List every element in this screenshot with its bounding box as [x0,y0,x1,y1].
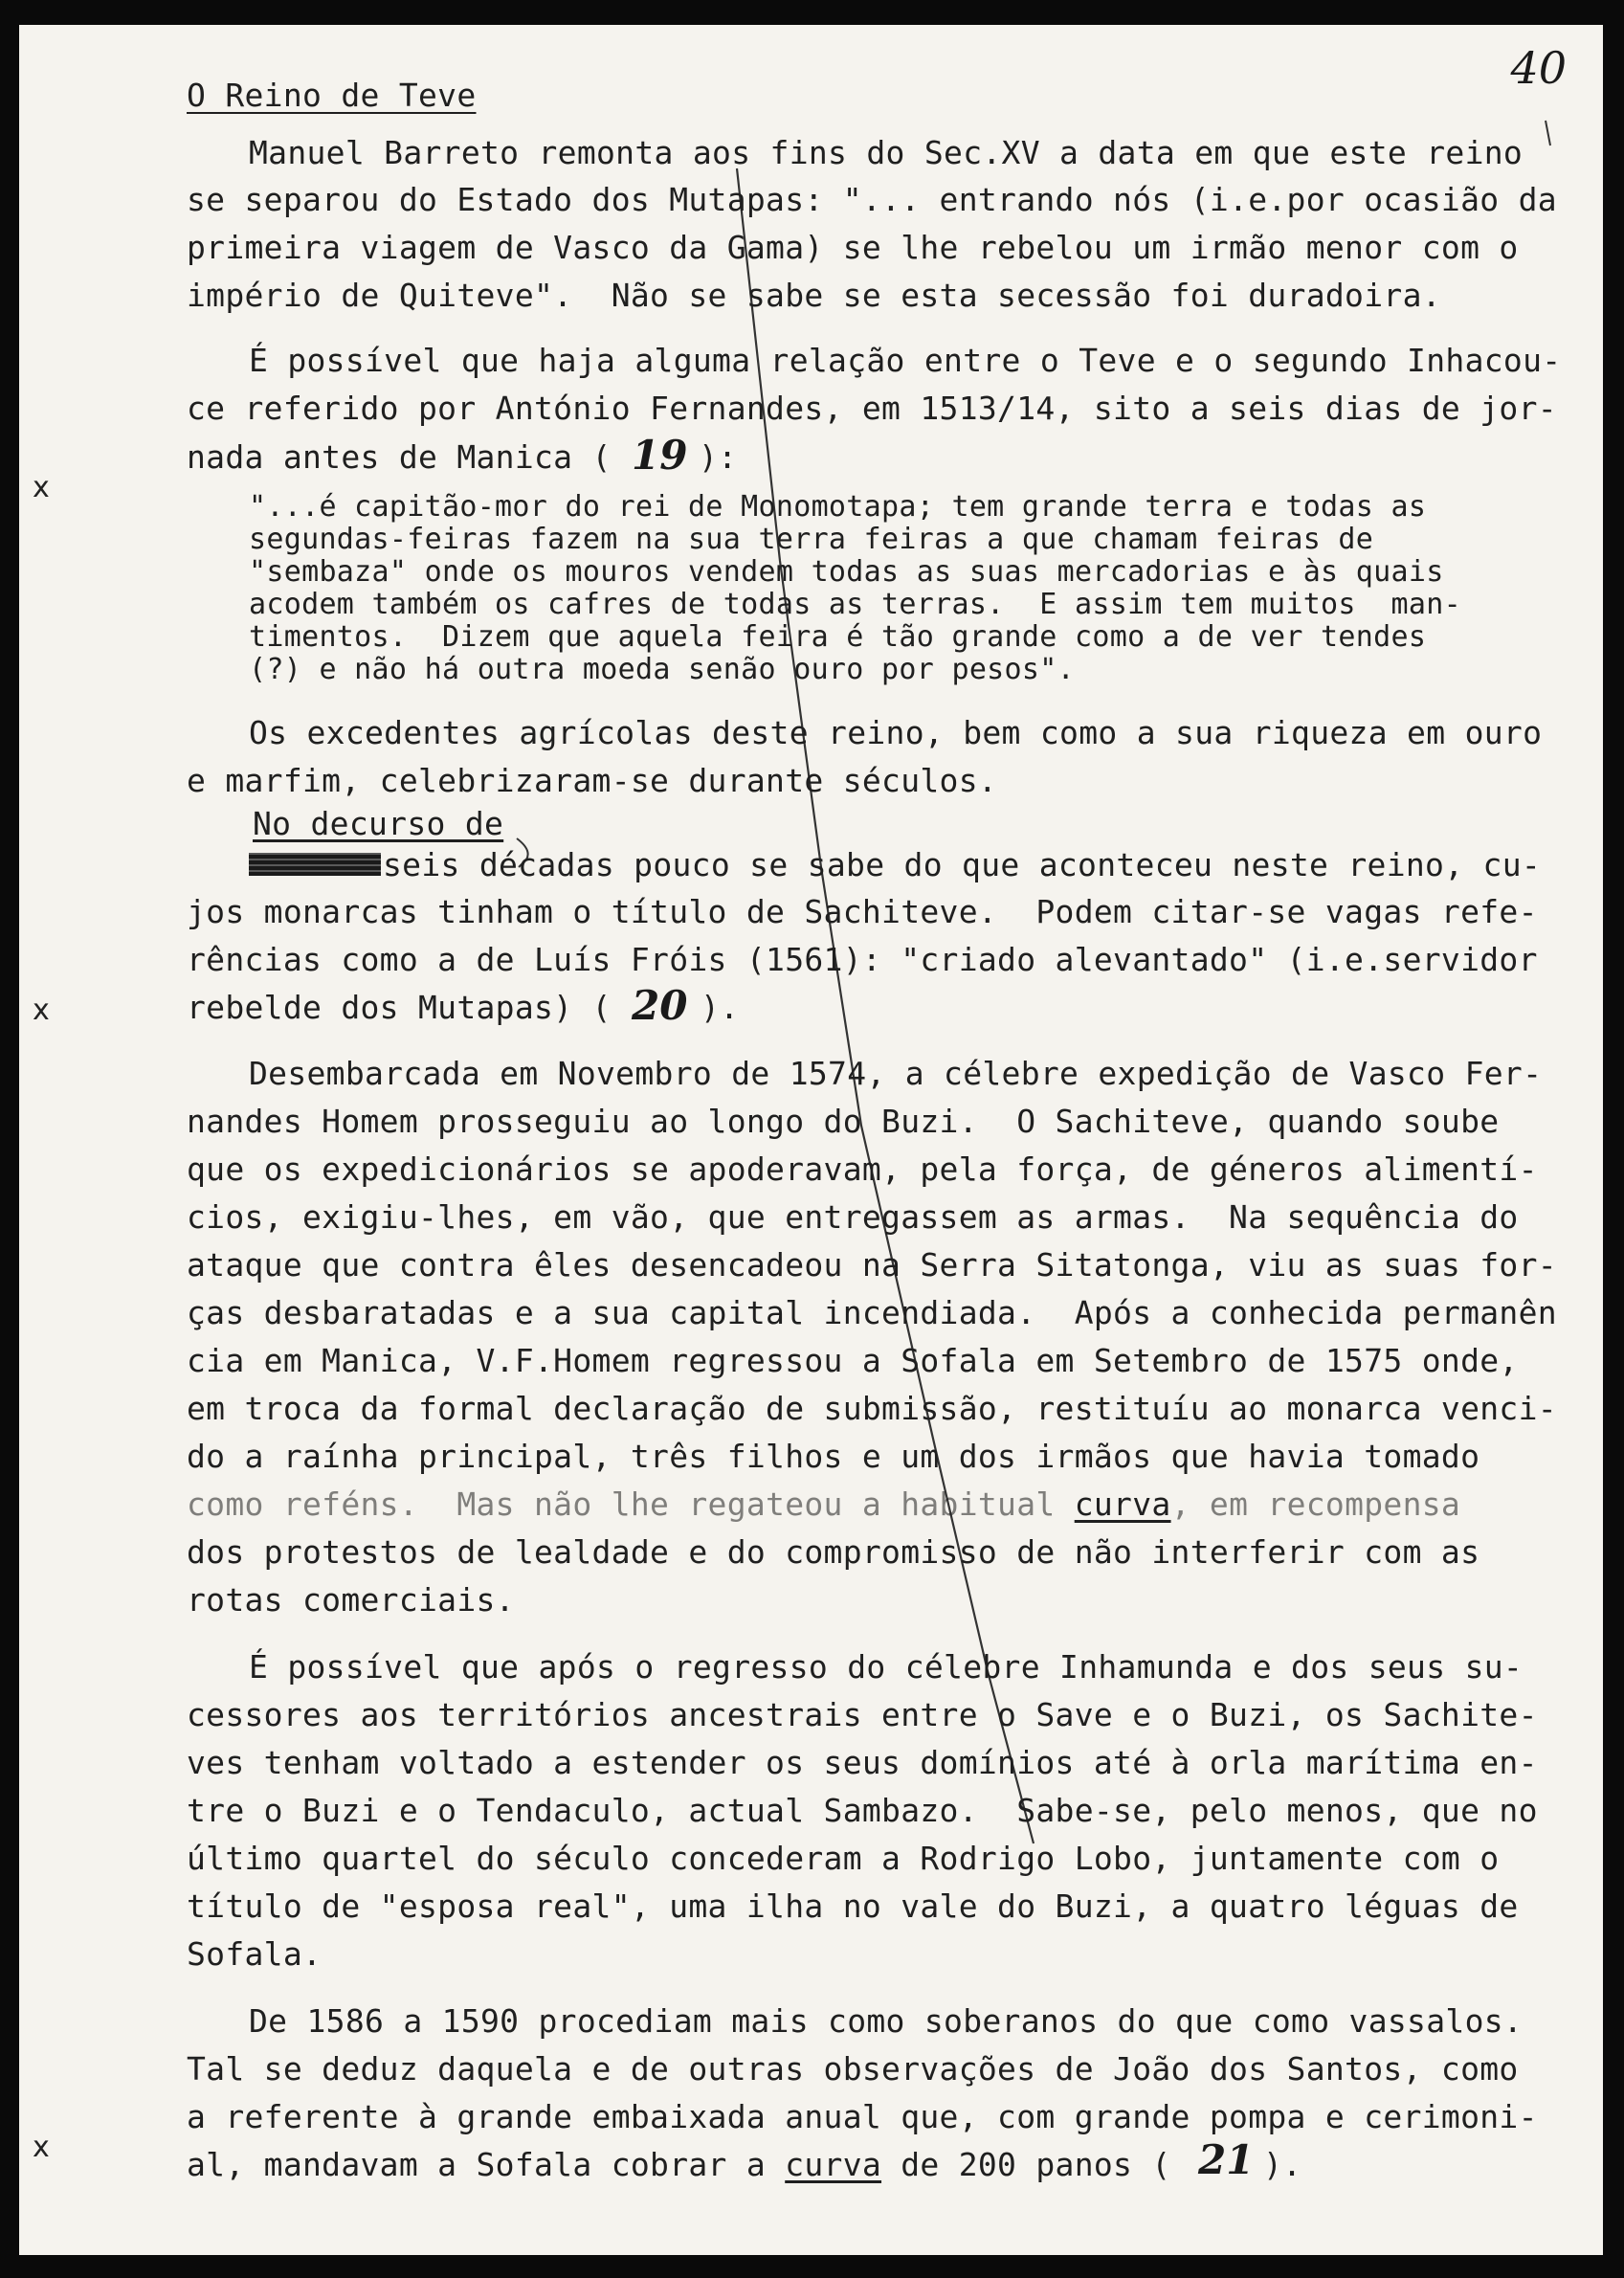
quote-line: segundas-feiras fazem na sua terra feiras a que chamam feiras de [249,523,1374,556]
pencil-page-tick [1546,121,1550,145]
para5-line: do a raínha principal, três filhos e um dos irmãos que havia tomado [187,1438,1480,1475]
para5-line: cia em Manica, V.F.Homem regressou a Sofala em Setembro de 1575 onde, [187,1342,1519,1379]
para6-line: último quartel do século concederam a Rodrigo Lobo, juntamente com o [187,1840,1500,1877]
para2-line: nada antes de Manica ( [187,438,612,476]
para1-line: se separou do Estado dos Mutapas: "... entrando nós (i.e.por ocasião da [187,181,1557,218]
para5-line: em troca da formal declaração de submissão, restituíu ao monarca venci- [187,1390,1557,1427]
para6-line: É possível que após o regresso do célebre Inhamunda e dos seus su- [249,1648,1524,1686]
faded-text: como reféns. Mas não lhe regateou a habitual [187,1485,1075,1523]
para1-line: Manuel Barreto remonta aos fins do Sec.XV a data em que este reino [249,134,1524,171]
para1-line: império de Quiteve". Não se sabe se esta secessão foi duradoira. [187,277,1441,314]
para7-line: a referente à grande embaixada anual que, com grande pompa e cerimoni- [187,2098,1538,2135]
handwritten-insertion: No decurso de [253,805,504,842]
para6-line: Sofala. [187,1935,323,1973]
para7-line: Tal se deduz daquela e de outras observações de João dos Santos, como [187,2050,1519,2088]
margin-mark: x [33,2131,50,2164]
para4-line: rências como a de Luís Fróis (1561): "criado alevantado" (i.e.servidor [187,941,1538,978]
para5-line: cios, exigiu-lhes, em vão, que entregassem as armas. Na sequência do [187,1198,1519,1236]
para6-line: ves tenham voltado a estender os seus domínios até à orla marítima en- [187,1744,1538,1781]
para4-line: jos monarcas tinham o título de Sachiteve. Podem citar-se vagas refe- [187,893,1538,930]
quote-line: acodem também os cafres de todas as terras. E assim tem muitos man- [249,588,1461,621]
para5-line: nandes Homem prosseguiu ao longo do Buzi. O Sachiteve, quando soube [187,1103,1500,1140]
para6-line: tre o Buzi e o Tendaculo, actual Sambazo. Sabe-se, pelo menos, que no [187,1792,1538,1829]
para5-line: que os expedicionários se apoderavam, pela força, de géneros alimentí- [187,1150,1538,1188]
note-reference-19: 19 [632,432,688,479]
para5-line: dos protestos de lealdade e do compromisso de não interferir com as [187,1533,1480,1571]
document-page [19,25,1603,2255]
para7-tail: ). [1263,2146,1302,2183]
para4-tail: ). [701,989,740,1026]
quote-line: "...é capitão-mor do rei de Monomotapa; tem grande terra e todas as [249,490,1427,524]
page-number: 40 [1510,42,1567,94]
quote-line: (?) e não há outra moeda senão ouro por pesos". [249,653,1075,686]
para1-line: primeira viagem de Vasco da Gama) se lhe rebelou um irmão menor com o [187,229,1519,266]
margin-mark: x [33,471,50,504]
para7-line [187,2146,1171,2184]
para2-line: ce referido por António Fernandes, em 1513/14, sito a seis dias de jor- [187,390,1557,427]
underlined-word-curva: curva [785,2146,882,2183]
underlined-word-curva: curva [1074,1485,1171,1523]
margin-mark: x [33,994,50,1027]
faded-text: , em recompensa [1170,1485,1461,1523]
para2-tail: ): [699,438,738,476]
para5-line: Desembarcada em Novembro de 1574, a célebre expedição de Vasco Fer- [249,1055,1543,1092]
text-run: al, mandavam a Sofala cobrar a [187,2146,786,2183]
para7-line: De 1586 a 1590 procediam mais como soberanos do que como vassalos. [249,2002,1524,2040]
para4-line: rebelde dos Mutapas) ( [187,989,612,1026]
para5-line: rotas comerciais. [187,1581,515,1619]
para4-line: seis décadas pouco se sabe do que aconteceu neste reino, cu- [383,846,1542,883]
para2-line: É possível que haja alguma relação entre o Teve e o segundo Inhacou- [249,342,1562,379]
para6-line: título de "esposa real", uma ilha no vale do Buzi, a quatro léguas de [187,1887,1519,1925]
page-title: O Reino de Teve [187,77,477,114]
para5-line: ças desbaratadas e a sua capital incendiada. Após a conhecida permanên [187,1294,1557,1331]
struck-out-word [249,853,381,876]
para3-line: e marfim, celebrizaram-se durante séculos. [187,762,998,799]
quote-line: timentos. Dizem que aquela feira é tão grande como a de ver tendes [249,620,1427,654]
para5-line [187,1485,1460,1524]
para5-line: ataque que contra êles desencadeou na Serra Sitatonga, viu as suas for- [187,1246,1557,1284]
text-run: de 200 panos ( [881,2146,1171,2183]
note-reference-21: 21 [1198,2136,1255,2183]
para6-line: cessores aos territórios ancestrais entre o Save e o Buzi, os Sachite- [187,1696,1538,1733]
para3-line: Os excedentes agrícolas deste reino, bem como a sua riqueza em ouro [249,714,1543,751]
note-reference-20: 20 [632,982,688,1029]
quote-line: "sembaza" onde os mouros vendem todas as suas mercadorias e às quais [249,555,1444,589]
